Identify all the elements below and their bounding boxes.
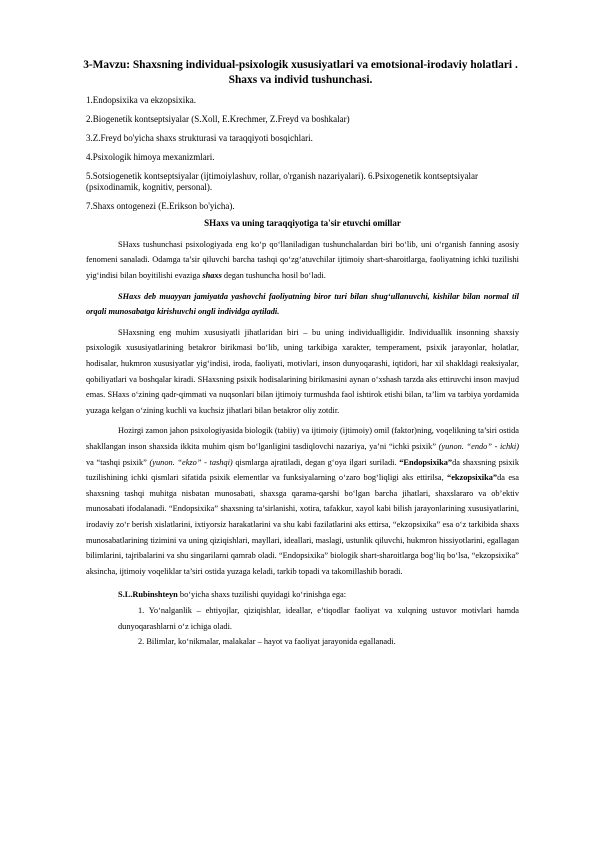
title-line-1: 3-Mavzu: Shaxsning individual-psixologik xususiyatlari va emotsional-irodaviy holatlari . — [83, 59, 518, 71]
paragraph-endo-ekzo — [86, 423, 519, 579]
p3-e: qismlarga ajratiladi, degan g‘oya ilgari suriladi. — [235, 457, 397, 467]
p3-c: va “tashqi psixik” — [86, 457, 147, 467]
outline-item: 5.Sotsiogenetik kontseptsiyalar (ijtimoiylashuv, rollar, o'rganish nazariyalari). 6.Psixogenetik kontseptsiyalar (psixodinamik, kognitiv, personal). — [86, 170, 478, 193]
outline-item: 4.Psixologik himoya mexanizmlari. — [86, 151, 215, 162]
p3-b: (yunon. “endo” - ichki) — [438, 441, 519, 451]
outline-item: 2.Biogenetik kontseptsiyalar (S.Xoll, E.Krechmer, Z.Freyd va boshkalar) — [86, 113, 350, 124]
structure-item-2: 2. Bilimlar, ko‘nikmalar, malakalar – hayot va faoliyat jarayonida egallanadi. — [138, 637, 396, 647]
structure-item-1 — [86, 603, 519, 634]
p3-i: da esa shaxsning tashqi muhitga nisbatan munosabati, shaxsga qarama-qarshi bo‘lgan barcha jihatlari, shaxslararo va ob’ektiv munosabati ifodalanadi. “Endopsixika” shaxsning ta’sirlanishi, xotira, tafakkur, xayol kabi bilish jarayonlarining xususiyatlarini, irodaviy zo‘r berish xislatlarini, ixtiyorsiz harakatlarini va shu kabi fazilatlarini aks ettirsa, “ekzopsixika” esa o‘z tarkibida shaxs munosabatlarining tizimini va uning qiziqishlari, mayllari, ideallari, maslagi, ustunlik qiluvchi, hukmron hissiyotlarini, egallagan bilimlarini, tajribalarini va shu singarilarni qamrab oladi. “Endopsixika” biologik shart-sharoitlarga bog‘liq bo‘lsa, “ekzopsixika” aksincha, ijtimoiy voqeliklar ta’siri ostida yuzaga keladi, tarkib topadi va takomillashib boradi. — [86, 473, 519, 576]
outline-item: 3.Z.Freyd bo'yicha shaxs strukturasi va taraqqiyoti bosqichlari. — [86, 132, 313, 143]
structure-item-1-text: 1. Yo‘nalganlik – ehtiyojlar, qiziqishlar, ideallar, e’tiqodlar faoliyat va xulqning ustuvor motivlari hamda dunyoqarashlarni o‘z ichiga oladi. — [118, 605, 519, 631]
p1-emphasis: shaxs — [202, 271, 222, 281]
paragraph-individuality: SHaxsning eng muhim xususiyatli jihatlaridan biri – bu uning individualligidir. Individuallik insonning shaxsiy psixologik xususiyatlarining betakror birikmasi bo‘lib, uning tarkibiga xarakter, temperament, psixik jarayonlar, holatlar, hodisalar, hukmron xususiyatlar yig‘indisi, iroda, faoliyati, motivlari, inson dunyoqarashi, iqtidori, har xil shakldagi reaksiyalar, qobiliyatlari va boshqalar kiradi. SHaxsning psixik hodisalarining birikmasini aynan o‘xshash tarzda aks ettiruvchi inson mavjud emas. SHaxs o‘zining qadr-qimmati va nuqsonlari bilan ijtimoiy turmushda faol ishtirok etishi bilan, ta’lim va tarbiya yordamida yuzaga kelgan o‘zining kuchli va kuchsiz jihatlari bilan betakror oliy zotdir. — [86, 327, 519, 415]
section-subtitle: SHaxs va uning taraqqiyotiga ta'sir etuvchi omillar — [204, 217, 401, 228]
p3-f: “Endopsixika” — [399, 457, 453, 467]
rubinshteyn-text: bo‘yicha shaxs tuzilishi quyidagi ko‘rinishga ega: — [179, 590, 347, 600]
document-title — [82, 0, 519, 88]
p3-d: (yunon. “ekzo” - tashqi) — [149, 457, 233, 467]
title-line-2: Shaxs va individ tushunchasi. — [228, 74, 373, 86]
p3-h: “ekzopsixika” — [447, 473, 498, 483]
topic-outline — [86, 95, 519, 212]
shaxs-definition: SHaxs deb muayyan jamiyatda yashovchi faoliyatning biror turi bilan shug‘ullanuvchi, kishilar bilan normal til orqali munosabatga kirishuvchi ongli individga aytiladi. — [86, 291, 519, 317]
p3-a: Hozirgi zamon jahon psixologiyasida biologik (tabiiy) va ijtimoiy (ijtimoiy) omil (faktor)ning, voqelikning ta’siri ostida shakllangan inson shaxsida ikkita muhim qism bo‘lganligini tasdiqlovchi nazariya, ya’ni “ichki psixik” — [86, 426, 519, 451]
p1-text: SHaxs tushunchasi psixologiyada eng ko‘p qo‘llaniladigan tushunchalardan biri bo‘lib, uni o‘rganish fanning asosiy fenomeni sanaladi. Odamga ta’sir qiluvchi barcha tashqi qo‘zg‘atuvchilar ijtimoiy shart-sharoitlarga, faoliyatning ichki tuzilishi yig‘indisi bilan boyitilishi evaziga — [86, 239, 519, 281]
p1-tail: degan tushuncha hosil bo‘ladi. — [223, 271, 326, 281]
outline-item: 1.Endopsixika va ekzopsixika. — [86, 95, 196, 105]
p3-g: da shaxsning psixik tuzilishining ichki qismlari sifatida psixik elementlar va funksiyalarning o‘zaro bog‘liqligi aks ettirilsa, — [86, 457, 519, 483]
paragraph-rubinshteyn — [86, 587, 519, 603]
rubinshteyn-name: S.L.Rubinshteyn — [118, 590, 178, 600]
paragraph-shaxs-concept — [86, 237, 519, 284]
outline-item: 7.Shaxs ontogenezi (E.Erikson bo'yicha). — [86, 200, 235, 211]
